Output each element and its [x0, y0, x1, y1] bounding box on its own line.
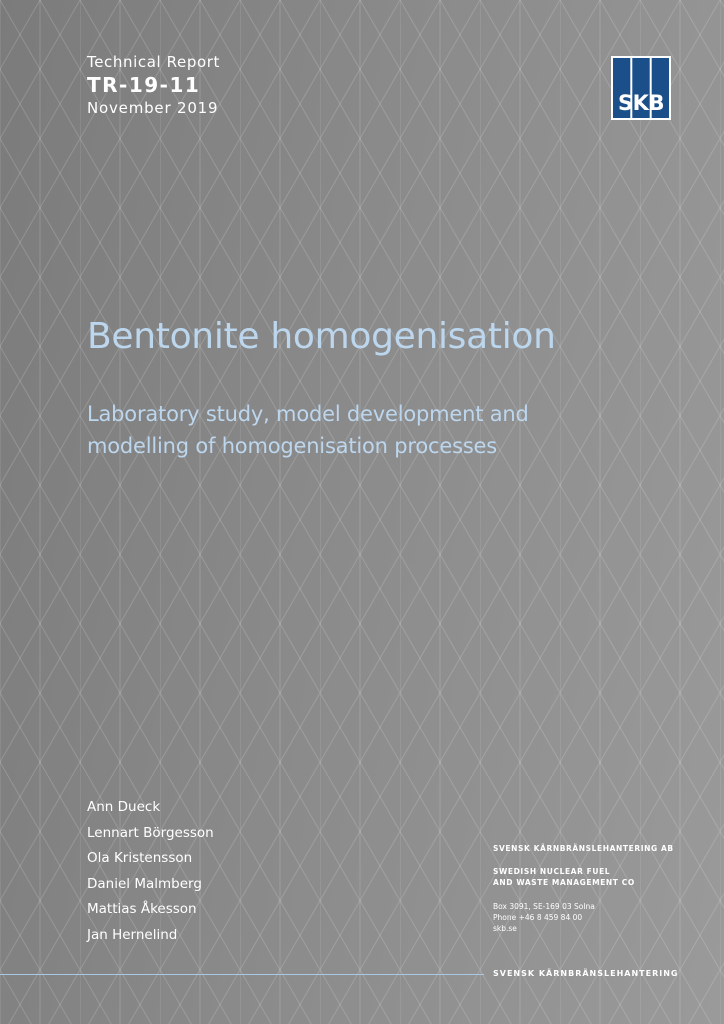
report-title: Bentonite homogenisation: [87, 316, 556, 357]
author-name: Jan Hernelind: [87, 926, 178, 943]
company-address: Box 3091, SE-169 03 Solna: [493, 902, 595, 911]
footer-divider: [0, 974, 484, 975]
report-date: November 2019: [87, 99, 219, 117]
company-info: [493, 843, 674, 934]
footer-company-name: SVENSK KÄRNBRÄNSLEHANTERING: [493, 969, 679, 978]
company-website: skb.se: [493, 924, 517, 933]
author-list: [87, 795, 214, 949]
author-name: Mattias Åkesson: [87, 901, 197, 918]
subtitle-line-2: modelling of homogenisation processes: [87, 434, 498, 458]
company-phone: Phone +46 8 459 84 00: [493, 913, 583, 922]
subtitle-line-1: Laboratory study, model development and: [87, 402, 529, 426]
report-info: [87, 52, 220, 118]
author-name: Ola Kristensson: [87, 850, 193, 867]
report-type: Technical Report: [87, 53, 220, 71]
report-number: TR-19-11: [87, 73, 201, 97]
author-name: Ann Dueck: [87, 799, 161, 815]
author-name: Daniel Malmberg: [87, 875, 202, 892]
report-subtitle: [87, 398, 647, 462]
company-name-english-line-2: AND WASTE MANAGEMENT CO: [493, 878, 635, 887]
skb-logo-text: SKB: [618, 91, 664, 115]
company-name-english-line-1: SWEDISH NUCLEAR FUEL: [493, 867, 611, 876]
author-name: Lennart Börgesson: [87, 824, 214, 841]
company-name-swedish: SVENSK KÄRNBRÄNSLEHANTERING AB: [493, 844, 674, 853]
skb-logo: [611, 56, 671, 120]
